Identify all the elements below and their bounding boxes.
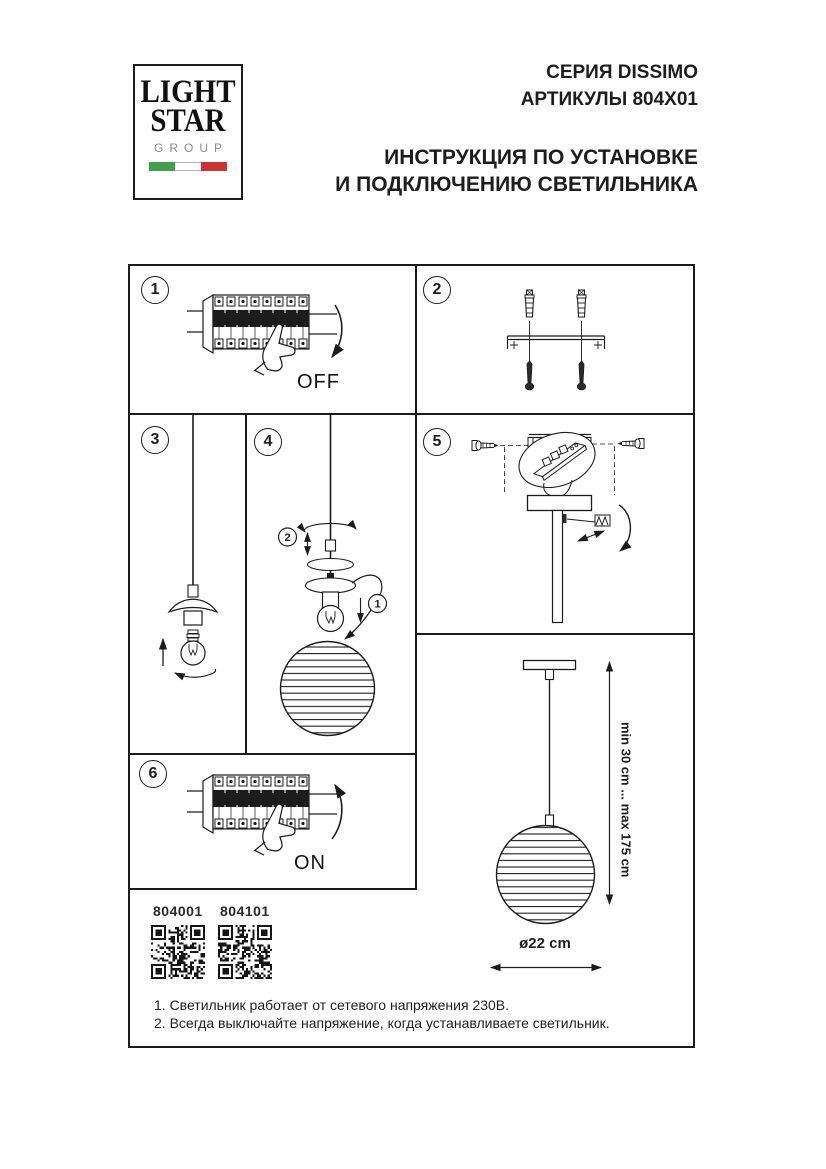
substep-adjust-label: 2 <box>284 532 291 544</box>
instruction-title-line2: И ПОДКЛЮЧЕНИЮ СВЕТИЛЬНИКА <box>335 173 698 196</box>
diameter-label: ø22 cm <box>519 935 571 952</box>
step-6-badge: 6 <box>139 760 167 788</box>
italian-flag-stripe <box>149 162 227 171</box>
on-label: ON <box>294 852 326 874</box>
dimensions-diagram <box>416 635 694 1048</box>
flag-green <box>149 162 175 171</box>
logo-word-light: LIGHT <box>140 74 236 110</box>
logo-word-group: GROUP <box>153 141 228 155</box>
note-voltage: 1. Светильник работает от сетевого напряжения 230В. <box>154 997 510 1013</box>
instruction-title-line1: ИНСТРУКЦИЯ ПО УСТАНОВКЕ <box>384 146 698 169</box>
qr-code-804001 <box>151 925 205 979</box>
lightstar-logo <box>133 64 243 200</box>
step-2-mounting-hardware-drawing <box>416 265 694 412</box>
step-1-breaker-off-drawing <box>129 265 414 412</box>
flag-red <box>201 162 227 171</box>
step-4-badge: 4 <box>254 428 282 456</box>
article-code-804001: 804001 <box>153 903 203 919</box>
note-safety: 2. Всегда выключайте напряжение, когда устанавливаете светильник. <box>154 1015 610 1031</box>
logo-word-star: STAR <box>150 103 226 139</box>
qr-code-804101 <box>218 925 272 979</box>
suspension-height-label: min 30 cm ... max 175 cm <box>618 721 634 878</box>
grid-hline-step6-bottom <box>128 888 417 890</box>
step-3-badge: 3 <box>141 426 169 454</box>
off-label: OFF <box>297 371 340 393</box>
step-6-breaker-on-drawing <box>129 755 414 888</box>
step-4-assembly-drawing <box>247 415 415 752</box>
step-3-bulb-install-drawing <box>129 415 243 752</box>
right-screw-icon <box>618 439 645 449</box>
series-title: СЕРИЯ DISSIMO <box>546 62 698 83</box>
step-2-badge: 2 <box>423 276 451 304</box>
set-screw-icon <box>595 515 610 526</box>
substep-insert-label: 1 <box>374 598 381 611</box>
article-code-804101: 804101 <box>220 903 270 919</box>
articles-title: АРТИКУЛЫ 804X01 <box>520 89 698 110</box>
step-5-canopy-mounting-drawing <box>416 415 694 632</box>
step-1-badge: 1 <box>141 276 169 304</box>
left-screw-icon <box>472 441 499 451</box>
step-5-badge: 5 <box>423 428 451 456</box>
flag-white <box>175 162 201 171</box>
